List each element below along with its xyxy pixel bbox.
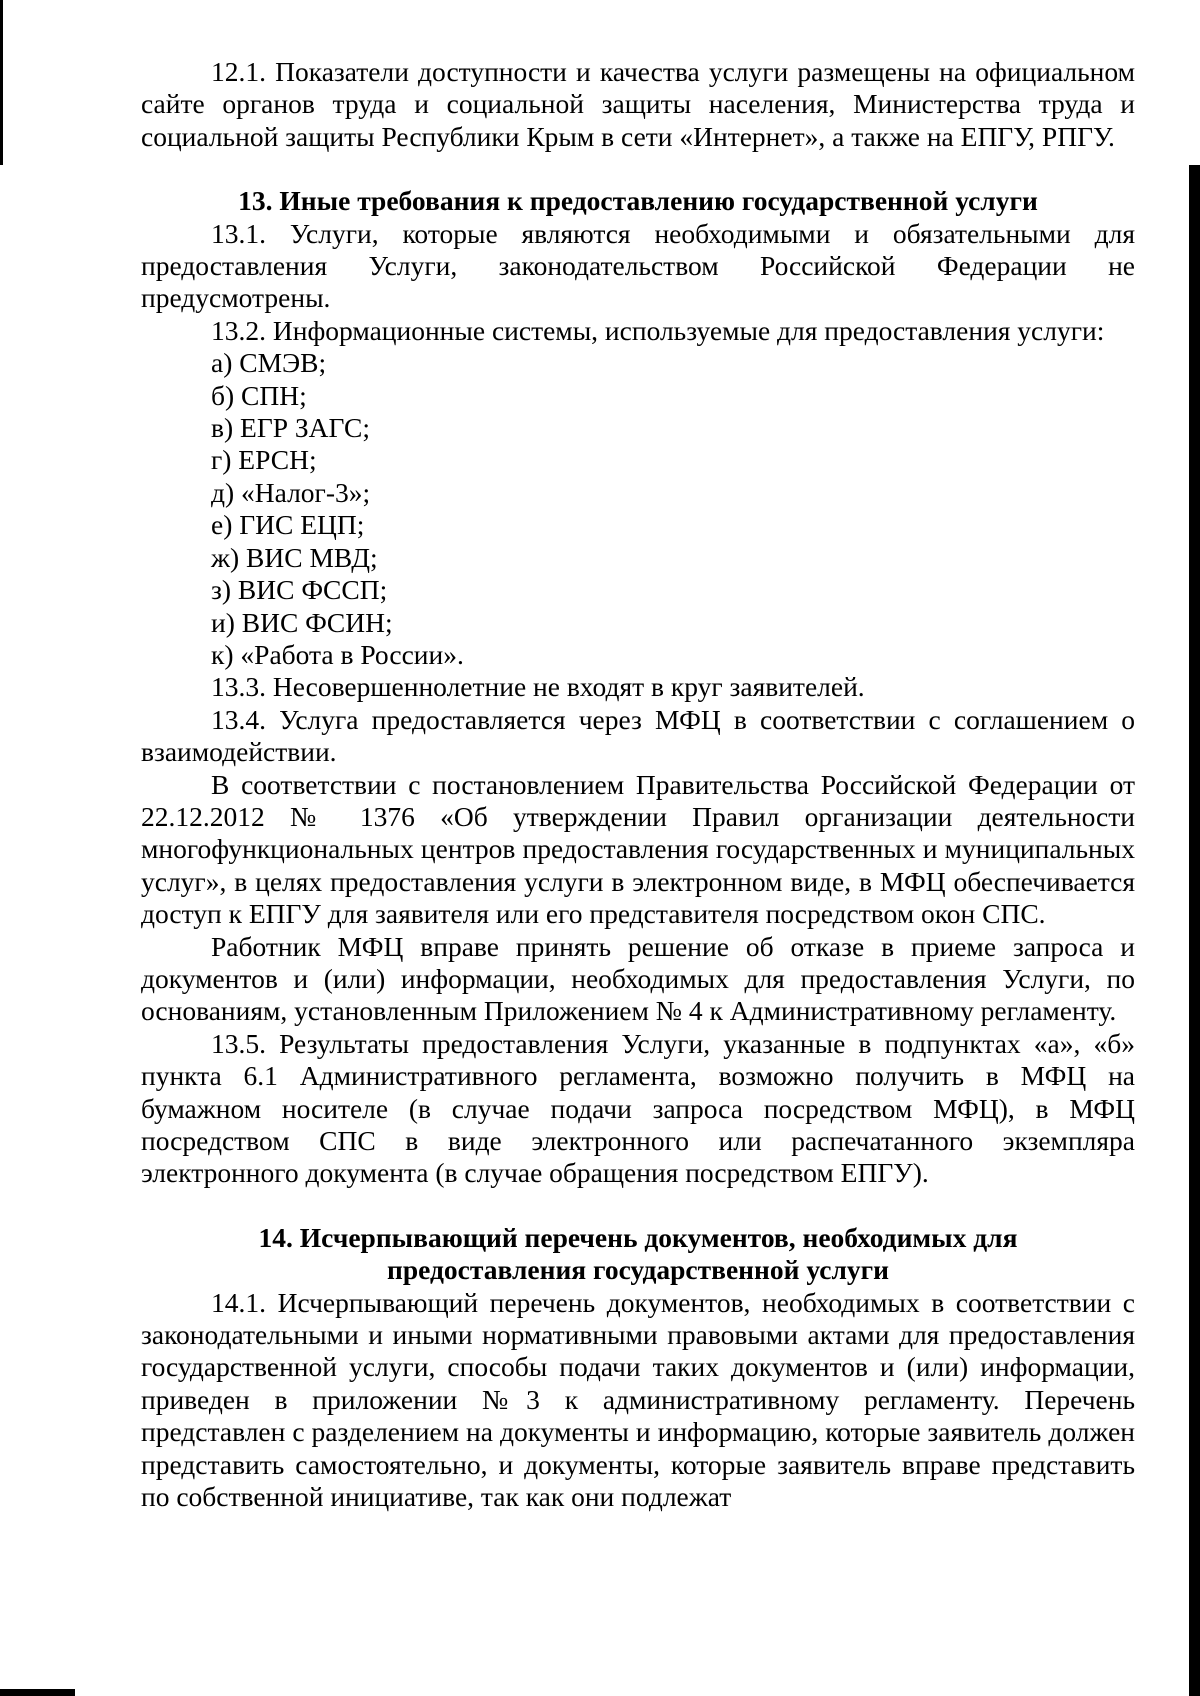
paragraph-13-4: 13.4. Услуга предоставляется через МФЦ в соответствии с соглашением о взаимодействии. <box>141 703 1135 768</box>
list-item: а) СМЭВ; <box>211 347 327 379</box>
section-14-heading <box>141 1222 1135 1287</box>
list-item: д) «Налог-3»; <box>211 476 371 508</box>
document-page <box>141 56 1135 1513</box>
section-14-heading-line1: 14. Исчерпывающий перечень документов, необходимых для <box>258 1221 1018 1253</box>
paragraph-12-1: 12.1. Показатели доступности и качества услуги размещены на официальном сайте органов труда и социальной защиты населения, Министерства труда и социальной защиты Республики Крым в сети «Интернет», а также на ЕПГУ, РПГУ. <box>141 56 1135 152</box>
information-systems-list <box>141 347 1135 671</box>
paragraph-refusal: Работник МФЦ вправе принять решение об отказе в приеме запроса и документов и (или) информации, необходимых для предоставления Услуги, по основаниям, установленным Приложением № 4 к Административному регламенту. <box>141 930 1135 1027</box>
section-14-heading-line2: предоставления государственной услуги <box>387 1254 889 1286</box>
paragraph-decree: В соответствии с постановлением Правительства Российской Федерации от 22.12.2012 № 1376 «Об утверждении Правил организации деятельности многофункциональных центров предоставления государственных и муниципальных услуг», в целях предоставления услуги в электронном виде, в МФЦ обеспечивается доступ к ЕПГУ для заявителя или его представителя посредством окон СПС. <box>141 768 1135 930</box>
paragraph-14-1: 14.1. Исчерпывающий перечень документов, необходимых в соответствии с законодательными и иными нормативными правовыми актами для предоставления государственной услуги, способы подачи таких документов и (или) информации, приведен в приложении №3 к административному регламенту. Перечень представлен с разделением на документы и информацию, которые заявитель должен представить самостоятельно, и документы, которые заявитель вправе представить по собственной инициативе, так как они подлежат <box>141 1286 1135 1513</box>
list-item: з) ВИС ФССП; <box>211 574 388 606</box>
paragraph-13-5: 13.5. Результаты предоставления Услуги, указанные в подпунктах «а», «б» пункта 6.1 Административного регламента, возможно получить в МФЦ на бумажном носителе (в случае подачи запроса посредством МФЦ), в МФЦ посредством СПС в виде электронного или распечатанного экземпляра электронного документа (в случае обращения посредством ЕПГУ). <box>141 1027 1135 1189</box>
scan-border-bottom <box>0 1689 75 1696</box>
spacer <box>141 153 1135 185</box>
list-item: е) ГИС ЕЦП; <box>211 509 365 541</box>
spacer <box>141 1190 1135 1222</box>
scan-border-left <box>0 0 3 165</box>
list-item: б) СПН; <box>211 379 307 411</box>
list-item: к) «Работа в России». <box>211 638 464 670</box>
list-item: в) ЕГР ЗАГС; <box>211 412 371 444</box>
list-item: ж) ВИС МВД; <box>211 541 378 573</box>
section-13-heading: 13. Иные требования к предоставлению государственной услуги <box>238 185 1038 217</box>
paragraph-13-2: 13.2. Информационные системы, используемые для предоставления услуги: <box>211 314 1105 346</box>
list-item: и) ВИС ФСИН; <box>211 606 393 638</box>
paragraph-13-1: 13.1. Услуги, которые являются необходимыми и обязательными для предоставления Услуги, законодательством Российской Федерации не предусмотрены. <box>141 217 1135 314</box>
scan-border-right <box>1189 165 1200 1696</box>
list-item: г) ЕРСН; <box>211 444 317 476</box>
paragraph-13-3: 13.3. Несовершеннолетние не входят в круг заявителей. <box>211 671 865 703</box>
